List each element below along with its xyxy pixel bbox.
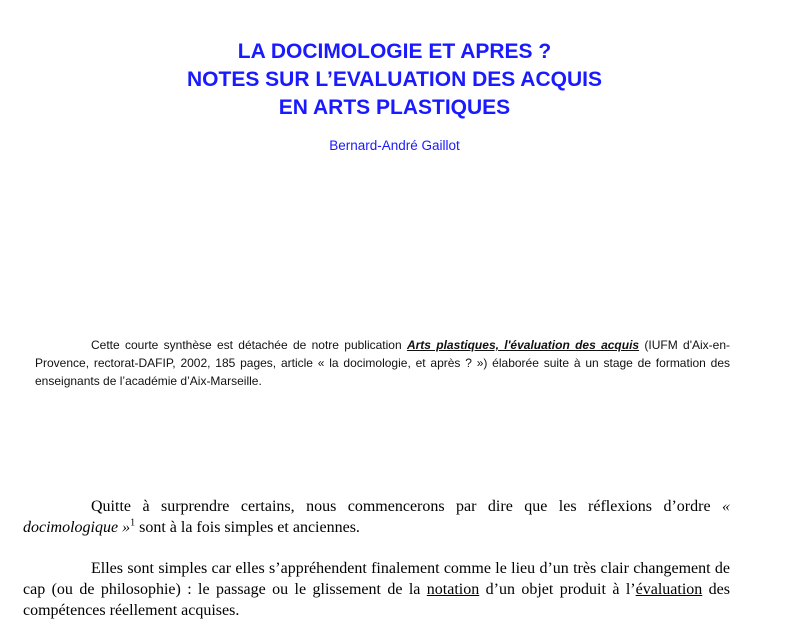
paragraph-2-part-1: Elles sont simples car elles s’appréhendent finalement comme le lieu d’un très clair changement de cap (ou de philosophie) : le passage ou le glissement de la bbox=[23, 560, 730, 598]
footnote-reference[interactable]: 1 bbox=[130, 517, 136, 529]
publication-title: Arts plastiques, l'évaluation des acquis bbox=[406, 338, 640, 352]
intro-text-before: Cette courte synthèse est détachée de notre publication bbox=[91, 338, 407, 352]
author-name: Bernard-André Gaillot bbox=[329, 138, 460, 153]
title-line-2: NOTES SUR L’EVALUATION DES ACQUIS bbox=[187, 68, 602, 91]
intro-note bbox=[35, 336, 730, 390]
paragraph-2 bbox=[23, 558, 730, 621]
paragraph-2-part-2: d’un objet produit à l’ bbox=[479, 581, 636, 598]
intro-text-after: (IUFM d'Aix-en-Provence, rectorat-DAFIP, 2002, 185 pages, article « la docimologie, et après ? ») élaborée suite à un stage de formation des enseignants de l’académie d’Aix-Marseille. bbox=[35, 338, 730, 388]
title-line-1: LA DOCIMOLOGIE ET APRES ? bbox=[237, 40, 552, 63]
evaluation-term: évaluation bbox=[635, 581, 703, 598]
paragraph-1-start: Quitte à surprendre certains, nous commencerons par dire que les réflexions d’ordre bbox=[91, 498, 722, 515]
title-line-3: EN ARTS PLASTIQUES bbox=[278, 96, 511, 119]
document-title bbox=[0, 38, 789, 122]
paragraph-2-part-3: des compétences réellement acquises. bbox=[23, 581, 730, 619]
paragraph-1-end: sont à la fois simples et anciennes. bbox=[135, 519, 360, 536]
docimologique-term: « docimologique » bbox=[23, 498, 730, 536]
paragraph-1 bbox=[23, 496, 730, 538]
notation-term: notation bbox=[426, 581, 480, 598]
